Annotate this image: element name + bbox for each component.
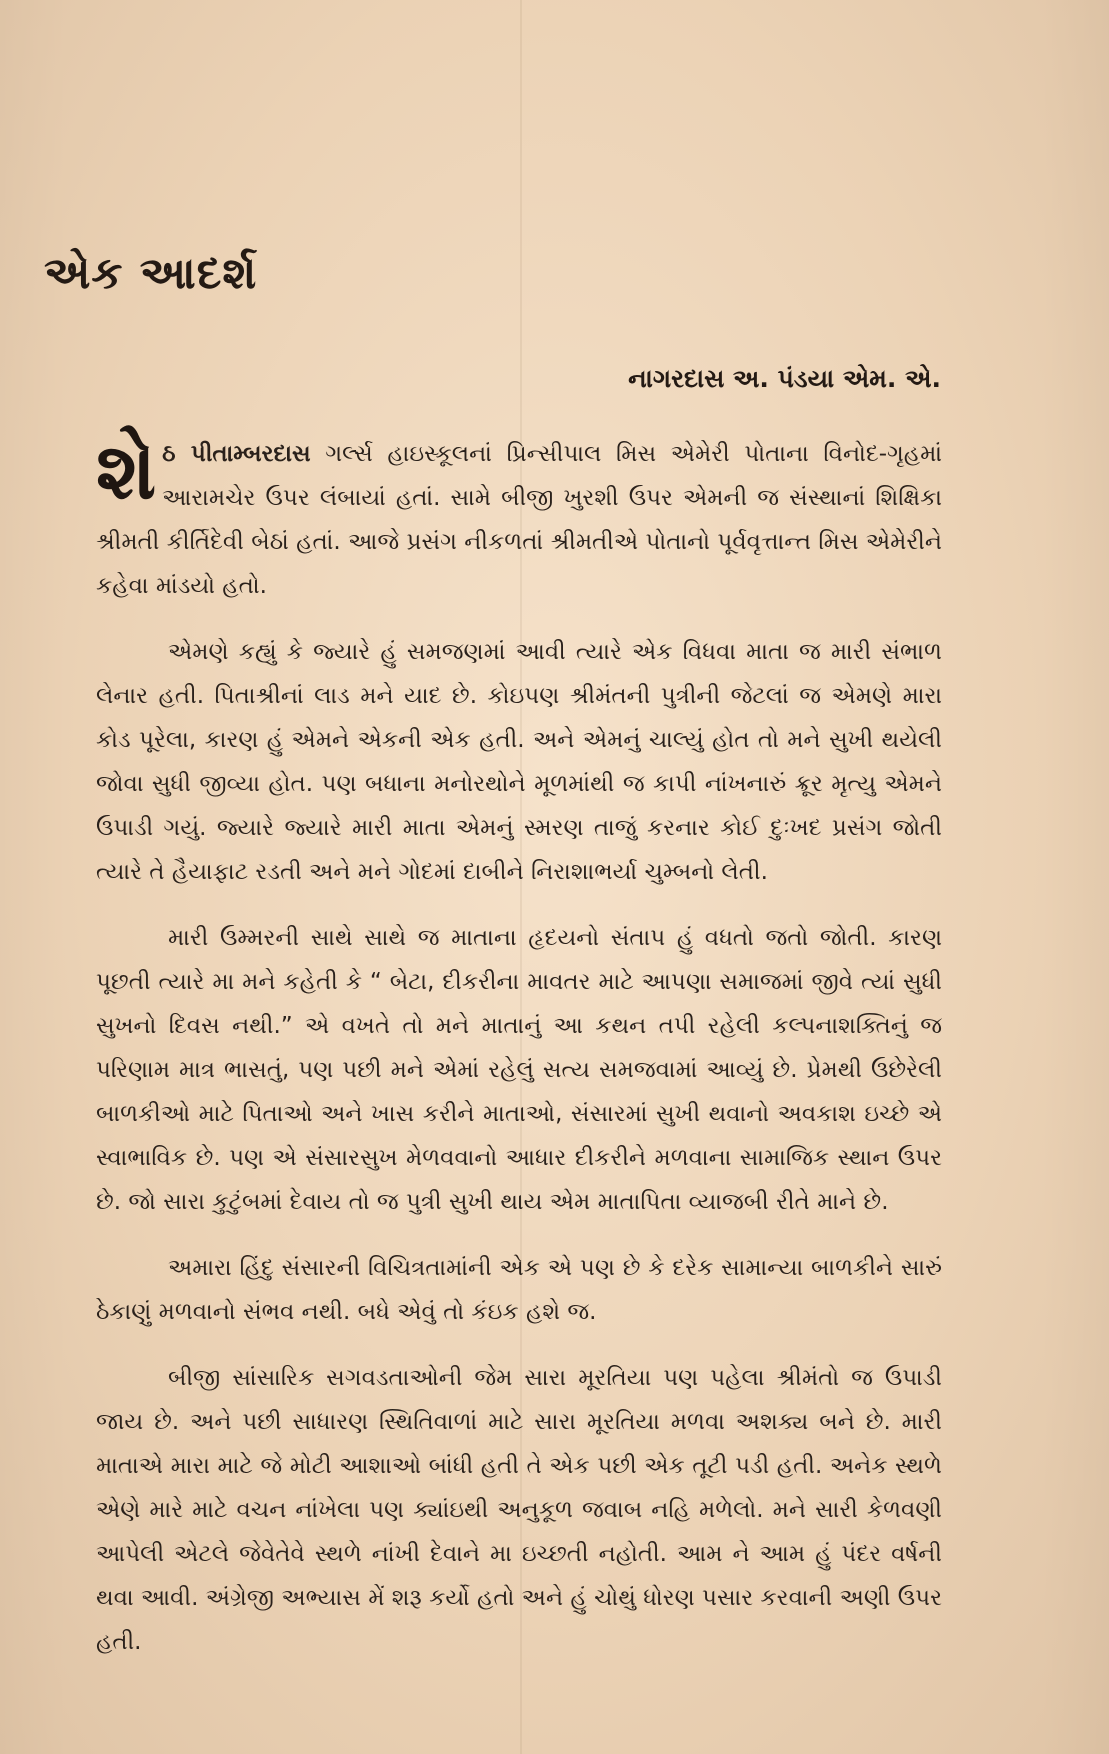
- drop-cap: શે: [96, 427, 157, 517]
- paragraph-5: બીજી સાંસારિક સગવડતાઓની જેમ સારા મૂરતિયા પણ પહેલા શ્રીમંતો જ ઉપાડી જાય છે. અને પછી સાધારણ સ્થિતિવાળાં માટે સારા મૂરતિયા મળવા અશક્ય બને છે. મારી માતાએ મારા માટે જે મોટી આશાઓ બાંધી હતી તે એક પછી એક તૂટી પડી હતી. અનેક સ્થળે એણે મારે માટે વચન નાંખેલા પણ ક્યાંઇથી અનુકૂળ જવાબ નહિ મળેલો. મને સારી કેળવણી આપેલી એટલે જેવેતેવે સ્થળે નાંખી દેવાને મા ઇચ્છતી નહોતી. આમ ને આમ હું પંદર વર્ષની થવા આવી. અંગ્રેજી અભ્યાસ મેં શરૂ કર્યો હતો અને હું ચોથું ધોરણ પસાર કરવાની અણી ઉપર હતી.: [96, 1365, 942, 1655]
- paragraph-1: [96, 427, 943, 608]
- article-title: એક આદર્શ: [44, 248, 258, 299]
- paragraph-3: મારી ઉમ્મરની સાથે સાથે જ માતાના હૃદયનો સંતાપ હું વધતો જતો જોતી. કારણ પૂછતી ત્યારે મા મને કહેતી કે “ બેટા, દીકરીના માવતર માટે આપણા સમાજમાં જીવે ત્યાં સુધી સુખનો દિવસ નથી.” એ વખતે તો મને માતાનું આ કથન તપી રહેલી કલ્પનાશક્તિનું જ પરિણામ માત્ર ભાસતું, પણ પછી મને એમાં રહેલું સત્ય સમજવામાં આવ્યું છે. પ્રેમથી ઉછેરેલી બાળકીઓ માટે પિતાઓ અને ખાસ કરીને માતાઓ, સંસારમાં સુખી થવાનો અવકાશ ઇચ્છે એ સ્વાભાવિક છે. પણ એ સંસારસુખ મેળવવાનો આધાર દીકરીને મળવાના સામાજિક સ્થાન ઉપર છે. જો સારા કુટુંબમાં દેવાય તો જ પુત્રી સુખી થાય એમ માતાપિતા વ્યાજબી રીતે માને છે.: [96, 925, 942, 1215]
- paragraph-2: એમણે કહ્યું કે જ્યારે હું સમજણમાં આવી ત્યારે એક વિધવા માતા જ મારી સંભાળ લેનાર હતી. પિતાશ્રીનાં લાડ મને યાદ છે. કોઇપણ શ્રીમંતની પુત્રીની જેટલાં જ એમણે મારા કોડ પૂરેલા, કારણ હું એમને એકની એક હતી. અને એમનું ચાલ્યું હોત તો મને સુખી થયેલી જોવા સુધી જીવ્યા હોત. પણ બધાના મનોરથોને મૂળમાંથી જ કાપી નાંખનારું ક્રૂર મૃત્યુ એમને ઉપાડી ગયું. જ્યારે જ્યારે મારી માતા એમનું સ્મરણ તાજું કરનાર કોઈ દુઃખદ પ્રસંગ જોતી ત્યારે તે હૈયાફાટ રડતી અને મને ગોદમાં દાબીને નિરાશાભર્યા ચુમ્બનો લેતી.: [96, 639, 942, 885]
- paragraph-4: અમારા હિંદુ સંસારની વિચિત્રતામાંની એક એ પણ છે કે દરેક સામાન્યા બાળકીને સારું ઠેકાણું મળવાનો સંભવ નથી. બધે એવું તો કંઇક હશે જ.: [96, 1255, 942, 1325]
- author-byline: નાગરદાસ અ. પંડયા એમ. એ.: [628, 364, 941, 393]
- lead-bold-text: ઠ પીતામ્બરદાસ: [162, 441, 311, 467]
- article-body: [96, 427, 943, 1686]
- paragraph-1-text: ગર્લ્સ હાઇસ્કૂલનાં પ્રિન્સીપાલ મિસ એમેરી પોતાના વિનોદ-ગૃહમાં આરામચેર ઉપર લંબાયાં હતાં. સામે બીજી ખુરશી ઉપર એમની જ સંસ્થાનાં શિક્ષિકા શ્રીમતી કીર્તિદેવી બેઠાં હતાં. આજે પ્રસંગ નીકળતાં શ્રીમતીએ પોતાનો પૂર્વવૃત્તાન્ત મિસ એમેરીને કહેવા માંડયો હતો.: [96, 441, 943, 599]
